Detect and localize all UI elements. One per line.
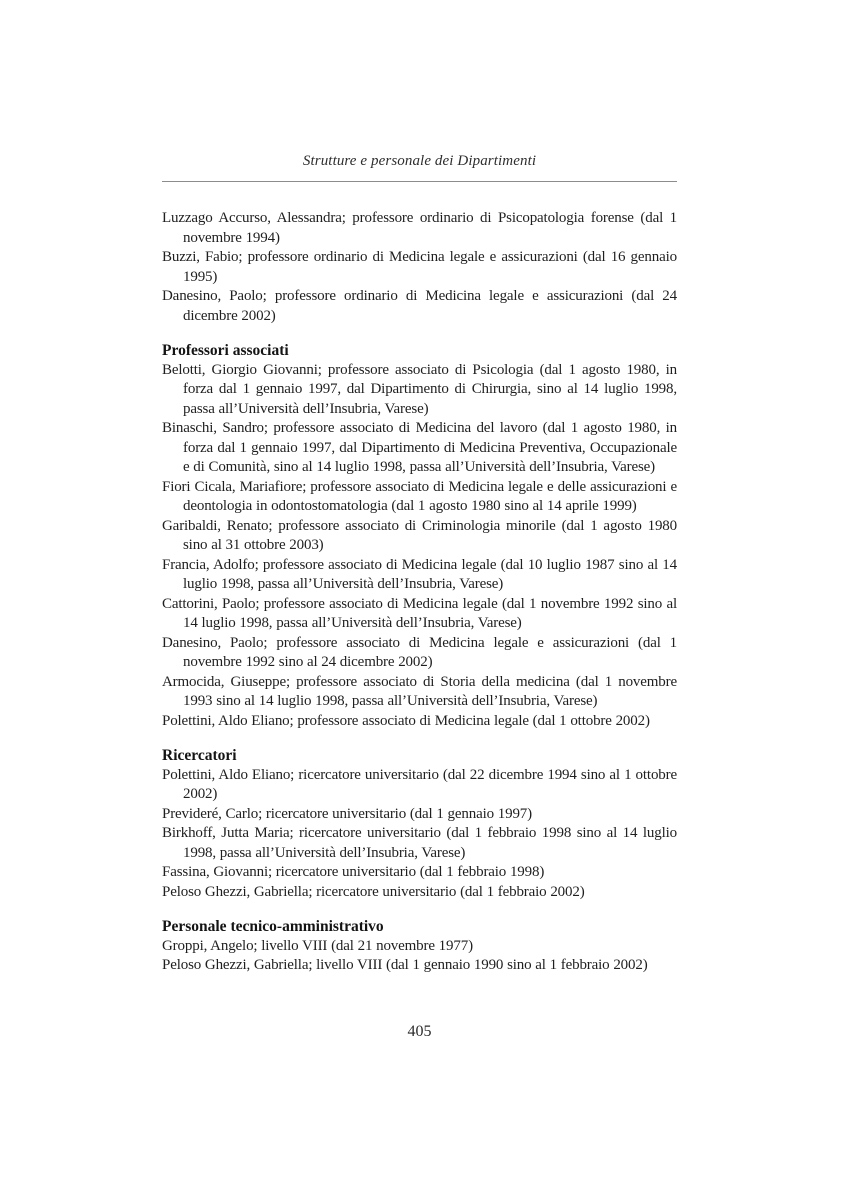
personnel-entry: Belotti, Giorgio Giovanni; professore associato di Psicologia (dal 1 agosto 1980, in forza dal 1 gennaio 1997, dal Dipartimento di Chirurgia, sino al 14 luglio 1998, passa all’Università dell’Insubria, Varese) xyxy=(162,361,677,417)
personnel-entry: Polettini, Aldo Eliano; ricercatore universitario (dal 22 dicembre 1994 sino al 1 ottobre 2002) xyxy=(162,766,677,802)
personnel-entry: Fassina, Giovanni; ricercatore universitario (dal 1 febbraio 1998) xyxy=(162,864,545,880)
personnel-entry: Francia, Adolfo; professore associato di Medicina legale (dal 10 luglio 1987 sino al 14 luglio 1998, passa all’Università dell’Insubria, Varese) xyxy=(162,556,677,592)
personnel-entry: Polettini, Aldo Eliano; professore associato di Medicina legale (dal 1 ottobre 2002) xyxy=(162,712,650,729)
personnel-entry: Fiori Cicala, Mariafiore; professore associato di Medicina legale e delle assicurazioni e deontologia in odontostomatologia (dal 1 agosto 1980 sino al 14 aprile 1999) xyxy=(162,478,677,514)
personnel-entry: Birkhoff, Jutta Maria; ricercatore universitario (dal 1 febbraio 1998 sino al 14 luglio 1998, passa all’Università dell’Insubria, Varese) xyxy=(162,825,677,861)
page-content xyxy=(162,209,677,976)
section-heading-ricercatori: Ricercatori xyxy=(162,747,237,764)
personnel-entry: Luzzago Accurso, Alessandra; professore ordinario di Psicopatologia forense (dal 1 novembre 1994) xyxy=(162,210,677,246)
personnel-entry: Peloso Ghezzi, Gabriella; livello VIII (dal 1 gennaio 1990 sino al 1 febbraio 2002) xyxy=(162,957,648,973)
personnel-entry: Danesino, Paolo; professore associato di Medicina legale e assicurazioni (dal 1 novembre 1992 sino al 24 dicembre 2002) xyxy=(162,634,677,670)
page-number: 405 xyxy=(407,1023,432,1040)
section-heading-personale-tecnico-amministrativo: Personale tecnico-amministrativo xyxy=(162,918,384,935)
personnel-entry: Groppi, Angelo; livello VIII (dal 21 novembre 1977) xyxy=(162,937,473,954)
personnel-entry: Armocida, Giuseppe; professore associato di Storia della medicina (dal 1 novembre 1993 sino al 14 luglio 1998, passa all’Università dell’Insubria, Varese) xyxy=(162,673,677,709)
personnel-entry: Previderé, Carlo; ricercatore universitario (dal 1 gennaio 1997) xyxy=(162,805,532,822)
section-heading-professori-associati: Professori associati xyxy=(162,342,289,359)
personnel-entry: Buzzi, Fabio; professore ordinario di Medicina legale e assicurazioni (dal 16 gennaio 1995) xyxy=(162,249,677,285)
running-header: Strutture e personale dei Dipartimenti xyxy=(302,153,537,169)
personnel-entry: Cattorini, Paolo; professore associato di Medicina legale (dal 1 novembre 1992 sino al 14 luglio 1998, passa all’Università dell’Insubria, Varese) xyxy=(162,595,677,631)
header-rule xyxy=(162,181,677,182)
personnel-entry: Peloso Ghezzi, Gabriella; ricercatore universitario (dal 1 febbraio 2002) xyxy=(162,883,585,900)
personnel-entry: Binaschi, Sandro; professore associato di Medicina del lavoro (dal 1 agosto 1980, in forza dal 1 gennaio 1997, dal Dipartimento di Medicina Preventiva, Occupazionale e di Comunità, sino al 14 luglio 1998, passa all’Università dell’Insubria, Varese) xyxy=(162,420,677,475)
personnel-entry: Garibaldi, Renato; professore associato di Criminologia minorile (dal 1 agosto 1980 sino al 31 ottobre 2003) xyxy=(162,517,677,553)
personnel-entry: Danesino, Paolo; professore ordinario di Medicina legale e assicurazioni (dal 24 dicembre 2002) xyxy=(162,288,677,324)
